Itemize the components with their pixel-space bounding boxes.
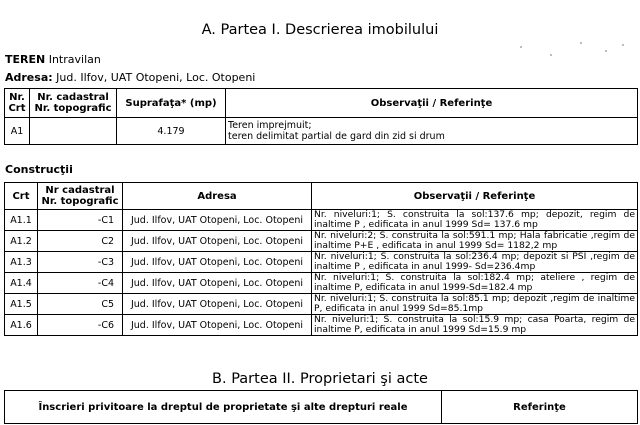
table-row xyxy=(5,210,638,231)
constructii-title xyxy=(5,163,73,176)
header-observatii: Observaţii / Referinţe xyxy=(226,89,638,118)
cell-adresa: Jud. Ilfov, UAT Otopeni, Loc. Otopeni xyxy=(123,294,312,315)
scan-specks xyxy=(510,40,630,70)
table-row xyxy=(5,118,638,145)
cell-cadastral: -C6 xyxy=(38,315,123,336)
header-crt: Nr. Crt xyxy=(5,89,30,118)
teren-table xyxy=(4,88,638,145)
teren-line xyxy=(5,53,101,66)
cell-crt: A1.5 xyxy=(5,294,38,315)
constructii-table xyxy=(4,182,638,336)
table-row xyxy=(5,294,638,315)
cell-adresa: Jud. Ilfov, UAT Otopeni, Loc. Otopeni xyxy=(123,315,312,336)
adresa-label: Adresa: xyxy=(5,71,53,84)
header-crt: Crt xyxy=(5,183,38,210)
obs-line-1: Teren imprejmuit; xyxy=(228,120,312,131)
table-row xyxy=(5,315,638,336)
cell-crt: A1.6 xyxy=(5,315,38,336)
table-row xyxy=(5,252,638,273)
cell-observatii: Nr. niveluri:2; S. construita la sol:591.1 mp; Hala fabricatie ,regim de inaltime P+E , edificata in anul 1999 Sd= 1182,2 mp xyxy=(312,231,638,252)
cell-crt: A1.1 xyxy=(5,210,38,231)
header-observatii: Observaţii / Referinţe xyxy=(312,183,638,210)
part-a-title: A. Partea I. Descrierea imobilului xyxy=(201,22,439,38)
cell-crt: A1.4 xyxy=(5,273,38,294)
cell-cadastral: C2 xyxy=(38,231,123,252)
cell-cadastral xyxy=(30,118,117,145)
proprietari-table xyxy=(4,390,638,424)
table-row xyxy=(5,231,638,252)
teren-value: Intravilan xyxy=(48,53,101,66)
part-b-title: B. Partea II. Proprietari şi acte xyxy=(212,371,428,387)
cell-crt: A1.3 xyxy=(5,252,38,273)
cell-adresa: Jud. Ilfov, UAT Otopeni, Loc. Otopeni xyxy=(123,231,312,252)
header-suprafata: Suprafaţa* (mp) xyxy=(117,89,226,118)
header-referinte: Referinţe xyxy=(442,391,638,424)
cell-observatii: Nr. niveluri:1; S. construita la sol:182.4 mp; ateliere , regim de inaltime P, edificata in anul 1999-Sd=182.4 mp xyxy=(312,273,638,294)
cell-observatii xyxy=(226,118,638,145)
cell-adresa: Jud. Ilfov, UAT Otopeni, Loc. Otopeni xyxy=(123,252,312,273)
cell-adresa: Jud. Ilfov, UAT Otopeni, Loc. Otopeni xyxy=(123,210,312,231)
adresa-value: Jud. Ilfov, UAT Otopeni, Loc. Otopeni xyxy=(56,71,256,84)
constructii-label: Construcţii xyxy=(5,163,73,176)
header-cadastral: Nr cadastral Nr. topografic xyxy=(38,183,123,210)
cell-adresa: Jud. Ilfov, UAT Otopeni, Loc. Otopeni xyxy=(123,273,312,294)
adresa-line xyxy=(5,71,255,84)
cell-crt: A1.2 xyxy=(5,231,38,252)
teren-table-header xyxy=(5,89,638,118)
obs-line-2: teren delimitat partial de gard din zid si drum xyxy=(228,131,445,142)
constructii-table-header xyxy=(5,183,638,210)
cell-suprafata: 4.179 xyxy=(117,118,226,145)
cell-cadastral: -C1 xyxy=(38,210,123,231)
cell-observatii: Nr. niveluri:1; S. construita la sol:236.4 mp; depozit si PSI ,regim de inaltime P , edificata in anul 1999- Sd=236.4mp xyxy=(312,252,638,273)
table-row xyxy=(5,273,638,294)
cell-cadastral: C5 xyxy=(38,294,123,315)
cell-observatii: Nr. niveluri:1; S. construita la sol:15.9 mp; casa Poarta, regim de inaltime P, edificata in anul 1999 Sd=15.9 mp xyxy=(312,315,638,336)
header-inscrieri: Înscrieri privitoare la dreptul de proprietate şi alte drepturi reale xyxy=(5,391,442,424)
cell-observatii: Nr. niveluri:1; S. construita la sol:137.6 mp; depozit, regim de inaltime P , edificata in anul 1999 Sd= 137.6 mp xyxy=(312,210,638,231)
cell-cadastral: -C3 xyxy=(38,252,123,273)
teren-label: TEREN xyxy=(5,53,46,66)
cell-crt: A1 xyxy=(5,118,30,145)
header-adresa: Adresa xyxy=(123,183,312,210)
proprietari-table-header xyxy=(5,391,638,424)
header-cadastral: Nr. cadastral Nr. topografic xyxy=(30,89,117,118)
cell-observatii: Nr. niveluri:1; S. construita la sol:85.1 mp; depozit ,regim de inaltime P, edificata in anul 1999 Sd=85.1mp xyxy=(312,294,638,315)
cell-cadastral: -C4 xyxy=(38,273,123,294)
